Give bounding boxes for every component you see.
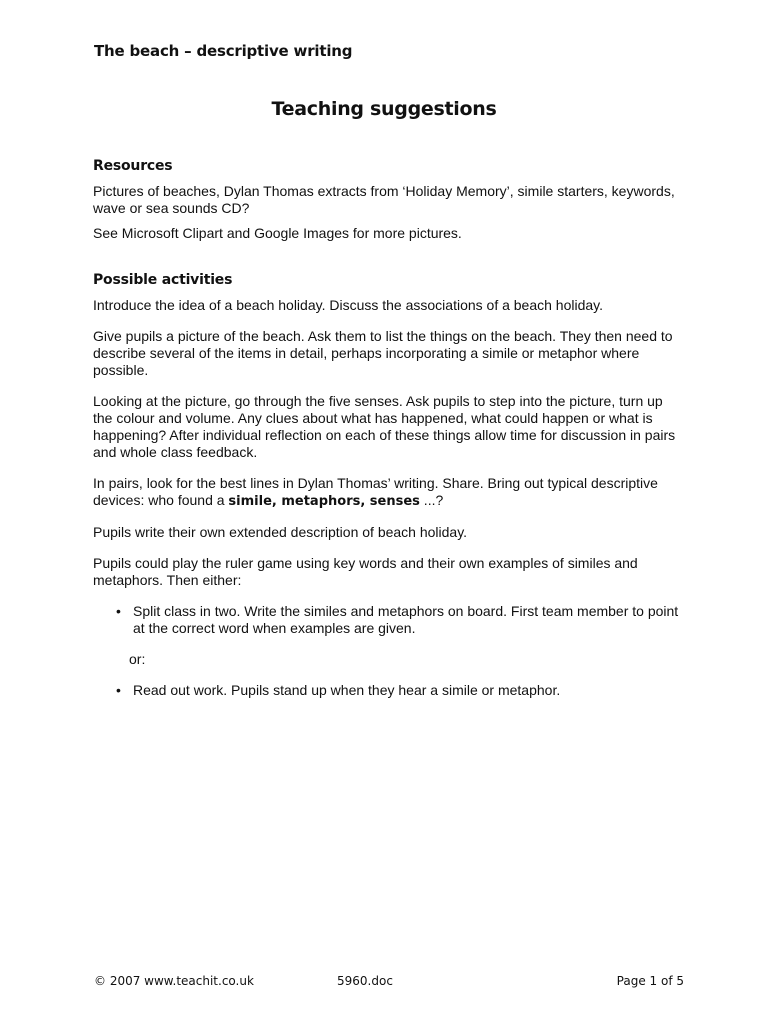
activity-options-list-2 bbox=[93, 682, 683, 699]
document-body bbox=[93, 158, 683, 713]
bullet-icon: • bbox=[116, 682, 121, 698]
descriptive-devices-bold: simile, metaphors, senses bbox=[228, 494, 420, 509]
pairs-ending: ...? bbox=[419, 492, 444, 508]
footer-filename: 5960.doc bbox=[337, 974, 393, 988]
page-title: Teaching suggestions bbox=[271, 98, 497, 120]
list-item bbox=[93, 603, 683, 637]
resources-paragraph-1: Pictures of beaches, Dylan Thomas extracts from ‘Holiday Memory’, simile starters, keywords, wave or sea sounds CD? bbox=[93, 183, 675, 216]
activities-section bbox=[93, 272, 683, 699]
resources-heading: Resources bbox=[93, 158, 173, 174]
footer-page-number: Page 1 of 5 bbox=[616, 974, 684, 988]
document-header-title: The beach – descriptive writing bbox=[94, 42, 353, 60]
resources-section bbox=[93, 158, 683, 242]
or-separator: or: bbox=[129, 651, 146, 667]
activity-paragraph-pairs bbox=[93, 475, 683, 510]
activity-options-list bbox=[93, 603, 683, 637]
pairs-text: In pairs, look for the best lines in Dylan Thomas’ writing. Share. Bring out typical descriptive devices: who found a bbox=[93, 475, 658, 508]
activity-paragraph-intro: Introduce the idea of a beach holiday. Discuss the associations of a beach holiday. bbox=[93, 297, 604, 313]
activity-paragraph-picture: Give pupils a picture of the beach. Ask them to list the things on the beach. They then need to describe several of the items in detail, perhaps incorporating a simile or metaphor where possible. bbox=[93, 328, 673, 378]
list-item bbox=[93, 682, 683, 699]
footer-copyright: © 2007 www.teachit.co.uk bbox=[94, 974, 254, 988]
resources-paragraph-2: See Microsoft Clipart and Google Images for more pictures. bbox=[93, 225, 462, 241]
bullet-text-split-class: Split class in two. Write the similes and metaphors on board. First team member to point at the correct word when examples are given. bbox=[133, 603, 679, 636]
bullet-text-read-out: Read out work. Pupils stand up when they hear a simile or metaphor. bbox=[133, 682, 561, 698]
activity-paragraph-extended: Pupils write their own extended description of beach holiday. bbox=[93, 524, 468, 540]
activities-heading: Possible activities bbox=[93, 272, 233, 288]
bullet-icon: • bbox=[116, 603, 121, 619]
activity-paragraph-senses: Looking at the picture, go through the five senses. Ask pupils to step into the picture, turn up the colour and volume. Any clues about what has happened, what could happen or what is happening? After individual reflection on each of these things allow time for discussion in pairs and whole class feedback. bbox=[93, 393, 676, 460]
activity-paragraph-ruler-game: Pupils could play the ruler game using key words and their own examples of similes and metaphors. Then either: bbox=[93, 555, 638, 588]
